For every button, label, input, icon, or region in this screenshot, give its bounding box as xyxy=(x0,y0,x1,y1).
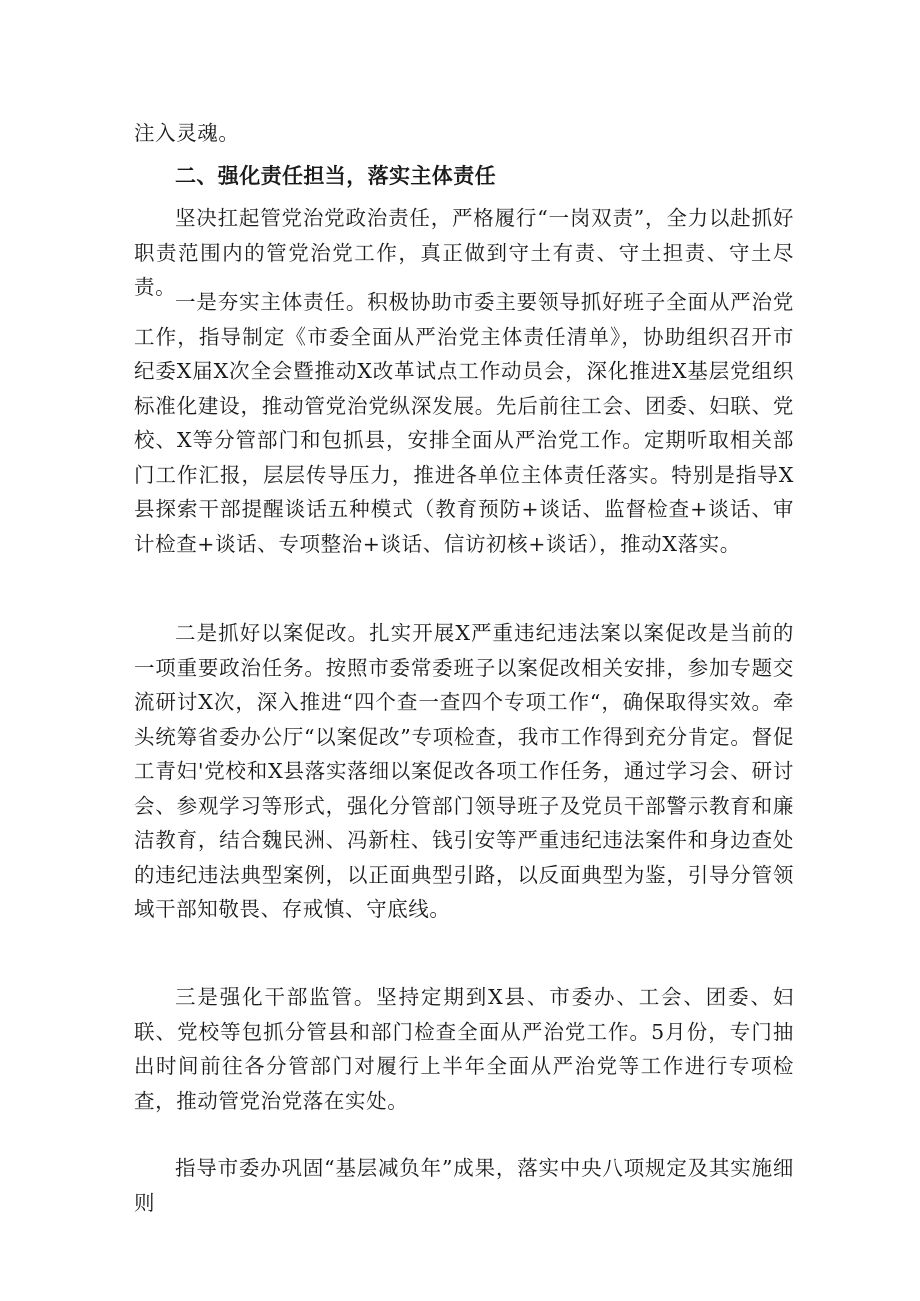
paragraph-case-reform: 二是抓好以案促改。扎实开展X严重违纪违法案以案促改是当前的一项重要政治任务。按照市委常委班子以案促改相关安排，参加专题交流研讨X次，深入推进“四个查一查四个专项工作“，确保取得实效。牵头统筹省委办公厅“以案促改”专项检查，我市工作得到充分肯定。督促工青妇'党校和X县落实落细以案促改各项工作任务，通过学习会、研讨会、参观学习等形式，强化分管部门领导班子及党员干部警示教育和廉洁教育，结合魏民洲、冯新柱、钱引安等严重违纪违法案件和身边查处的违纪违法典型案例，以正面典型引路，以反面典型为鉴，引导分管领域干部知敬畏、存戒慎、守底线。 xyxy=(134,621,794,921)
paragraph-continuation: 注入灵魂。 xyxy=(134,121,240,145)
paragraph-main-responsibility: 一是夯实主体责任。积极协助市委主要领导抓好班子全面从严治党工作，指导制定《市委全面从严治党主体责任清单》，协助组织召开市纪委X届X次全会暨推动X改革试点工作动员会，深化推进X基层党组织标准化建设，推动管党治党纵深发展。先后前往工会、团委、妇联、党校、X等分管部门和包抓县，安排全面从严治党工作。定期听取相关部门工作汇报，层层传导压力，推进各单位主体责任落实。特别是指导X县探索干部提醒谈话五种模式（教育预防+谈话、监督检查+谈话、审计检查+谈话、专项整治+谈话、信访初核+谈话），推动X落实。 xyxy=(134,290,794,556)
paragraph-cadre-supervision: 三是强化干部监管。坚持定期到X县、市委办、工会、团委、妇联、党校等包抓分管县和部门检查全面从严治党工作。5月份，专门抽出时间前往各分管部门对履行上半年全面从严治党等工作进行专项检查，推动管党治党落在实处。 xyxy=(134,985,794,1113)
section-heading: 二、强化责任担当，落实主体责任 xyxy=(175,164,496,188)
paragraph-burden-reduction: 指导市委办巩固“基层减负年”成果，落实中央八项规定及其实施细则 xyxy=(134,1156,794,1215)
paragraph-intro: 坚决扛起管党治党政治责任，严格履行“一岗双责”，全力以赴抓好职责范围内的管党治党工作，真正做到守土有责、守土担责、守土尽责。 xyxy=(134,206,794,299)
